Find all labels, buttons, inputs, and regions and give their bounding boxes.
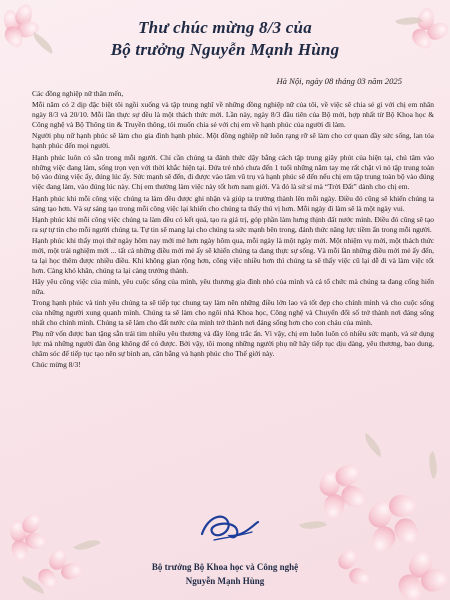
letter-body <box>32 89 434 372</box>
letter-title-line2: Bộ trưởng Nguyễn Mạnh Hùng <box>110 40 340 59</box>
closing-wish: Chúc mừng 8/3! <box>32 360 81 370</box>
paragraph: Mỗi năm có 2 dịp đặc biệt tôi ngồi xuống và tập trung nghĩ về những đồng nghiệp nữ của tôi, về việc sẽ chia sẻ gì với chị em nhân ngày 8/3 và 20/10. Mỗi lần thực sự đều là một thách thức mới. Lần này, ngày 8/3 đầu tiên của Bộ mới, hợp nhất từ Bộ Khoa học & Công nghệ và Bộ Thông tin & Truyền thông, tôi muốn chia sẻ với chị em về hạnh phúc của người đi làm. <box>32 100 434 130</box>
paragraph: Hạnh phúc khi mỗi công việc chúng ta làm đều được ghi nhận và giúp ta trưởng thành lên mỗi ngày. Điều đó cũng sẽ khiến chúng ta sáng tạo hơn. Và sự sáng tạo trong mỗi công việc lại khiến cho chúng ta thấy thú vị hơn. Mỗi ngày đi làm sẽ là một ngày vui. <box>32 193 434 213</box>
handwritten-signature <box>194 506 264 550</box>
letter-title-line1: Thư chúc mừng 8/3 của <box>138 18 312 37</box>
paragraph: Hạnh phúc khi mỗi công việc chúng ta làm đều có kết quả, tạo ra giá trị, góp phần làm hưng thịnh đất nước mình. Điều đó cũng sẽ tạo ra sự tự tin cho mỗi người chúng ta. Tự tin sẽ mang lại cho chúng ta sức mạnh bên trong, đánh thức năng lực tiềm ẩn trong mỗi người. <box>32 214 434 234</box>
paragraph: Phụ nữ vốn được ban tặng sẵn trái tim nhiều yêu thương và đầy lòng trắc ẩn. Vì vậy, chị em luôn luôn có nhiều sức mạnh, và sử dụng lực mà những người đàn ông không để có được. Bởi vậy, tôi mong những người phụ nữ hãy tiếp tục dịu dàng, yêu thương, bao dung, chăm sóc để tiếp tục tạo nên sự bình an, cân bằng và hạnh phúc cho Thế giới này. <box>32 329 434 359</box>
signer-name: Nguyễn Mạnh Hùng <box>185 576 265 586</box>
letter-date: Hà Nội, ngày 08 tháng 03 năm 2025 <box>276 76 402 86</box>
paragraph: Trong hạnh phúc và tinh yêu chúng ta sẽ tiếp tục chung tay làm nên những điều lớn lao và tốt đẹp cho chính mình và cho cuộc sống của những người xung quanh mình. Chúng ta sẽ làm cho ngôi nhà Khoa học, Công nghệ và Chuyển đổi số trở thành nơi đáng sống nhất cho chính mình. Chúng ta sẽ làm cho đất nước của mình trở thành nơi đáng sống hơn cho con cháu của mình. <box>32 298 434 328</box>
paragraph: Người phụ nữ hạnh phúc sẽ làm cho gia đình hạnh phúc. Một đồng nghiệp nữ luôn rạng rỡ sẽ làm cho cơ quan đầy sức sống, lan tỏa hạnh phúc đến mọi người. <box>32 131 434 151</box>
signer-title: Bộ trưởng Bộ Khoa học và Công nghệ <box>151 562 299 572</box>
paragraph: Hạnh phúc khi thấy mọi thứ ngày hôm nay mới mẻ hơn ngày hôm qua, mỗi ngày là một ngày mới. Một nhiệm vụ mới, một thách thức mới, một trải nghiệm mới ... tất cả những điều mới mẻ ấy sẽ khiến chúng ta đang thực sự sống. Và mỗi lần những điều mới mẻ ấy đến, ta lại học thêm được nhiều điều. Khi không gian rộng hơn, công việc nhiều hơn thì chúng ta sẽ thấy việc cũ lại dễ đi và làm việc tốt hơn. Càng khó khăn, chúng ta lại càng trưởng thành. <box>32 236 434 275</box>
paragraph: Hạnh phúc luôn có sẵn trong mỗi người. Chỉ cần chúng ta đánh thức dậy bằng cách tập trung giây phút của hiện tại, chú tâm vào những việc đang làm, sống trọn vẹn với thời khắc hiện tại. Đứa trẻ nhỏ chưa đến 1 tuổi những năm tay mẹ rất chặt vì nó tập trung toàn bộ vào đúng việc ấy, đúng lúc ấy. Sức mạnh sẽ đến, đi được vào tâm vũ trụ và hạnh phúc sẽ đến nếu chị em tập trung toàn bộ vào đúng việc đang làm, vào đúng lúc này. Chị em thường làm việc này tốt hơn nam giới. Và đó là sứ sí mà “Trời Đất” dành cho chị em. <box>32 152 434 192</box>
greeting: Các đồng nghiệp nữ thân mến, <box>32 89 124 98</box>
paragraph: Hãy yêu công việc của mình, yêu cuộc sống của mình, yêu thương gia đình nhỏ của mình và cả tổ chức mà chúng ta đang cống hiến nữa. <box>32 277 434 296</box>
